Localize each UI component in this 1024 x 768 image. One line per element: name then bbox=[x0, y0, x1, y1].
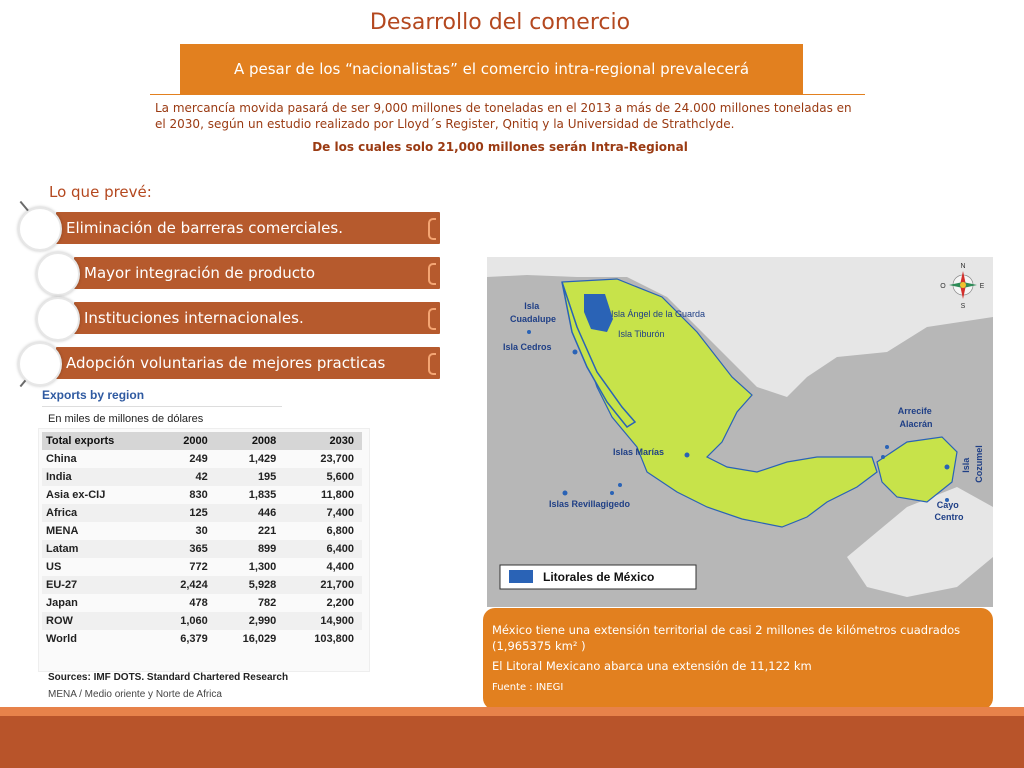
table-body bbox=[42, 450, 362, 648]
region-cell: MENA bbox=[46, 525, 79, 537]
value-cell: 6,379 bbox=[180, 633, 208, 645]
map-island-dot bbox=[685, 453, 690, 458]
value-cell: 4,400 bbox=[326, 561, 354, 573]
table-note: MENA / Medio oriente y Norte de Africa bbox=[48, 689, 222, 700]
compass-s: S bbox=[960, 303, 966, 310]
bullet-item bbox=[56, 212, 440, 244]
map-label-part: Cuadalupe bbox=[509, 314, 557, 324]
region-cell: US bbox=[46, 561, 62, 573]
map-island-dot bbox=[563, 491, 568, 496]
bullet-circle bbox=[36, 252, 80, 296]
bullet-label: Instituciones internacionales. bbox=[84, 309, 304, 327]
description-text: La mercancía movida pasará de ser 9,000 millones de toneladas en el 2013 a más de 24.000 millones toneladas en el 2030, según un estudio realizado por Lloyd´s Register, Qnitiq y la Universidad de Strathclyde. bbox=[155, 101, 852, 131]
map-label-isla-cedros: Isla Cedros bbox=[503, 342, 552, 352]
page-title: Desarrollo del comercio bbox=[369, 10, 631, 35]
bullet-item bbox=[74, 302, 440, 334]
value-cell: 42 bbox=[156, 468, 215, 486]
compass-n: N bbox=[960, 263, 966, 270]
region-cell: Africa bbox=[42, 504, 156, 522]
value-cell: 899 bbox=[216, 540, 285, 558]
compass-center bbox=[960, 282, 966, 288]
table-header-row bbox=[42, 432, 362, 450]
map-island-dot bbox=[573, 350, 578, 355]
legend-label: Litorales de México bbox=[543, 570, 655, 584]
map-island-dot bbox=[885, 445, 889, 449]
map-island-dot bbox=[527, 330, 531, 334]
column-header: 2008 bbox=[216, 432, 285, 450]
footer-band bbox=[0, 716, 1024, 768]
info-litoral: El Litoral Mexicano abarca una extensión de 11,122 km bbox=[492, 659, 812, 673]
table-row bbox=[42, 522, 362, 540]
map-island-dot bbox=[881, 455, 885, 459]
map-label-part: Isla bbox=[524, 301, 540, 311]
region-cell: Latam bbox=[42, 540, 156, 558]
map-label-islas-marias: Islas Marías bbox=[613, 447, 665, 457]
bullet-circle bbox=[36, 297, 80, 341]
value-cell: 6,400 bbox=[284, 540, 362, 558]
info-source: Fuente : INEGI bbox=[492, 682, 564, 693]
region-cell: World bbox=[46, 633, 77, 645]
lo-que-preve-heading: Lo que prevé: bbox=[49, 183, 152, 201]
column-header: 2030 bbox=[284, 432, 362, 450]
value-cell: 103,800 bbox=[314, 633, 354, 645]
value-cell: 446 bbox=[216, 504, 285, 522]
value-cell: 772 bbox=[189, 561, 208, 573]
table-row bbox=[42, 612, 362, 630]
footer-stripe bbox=[0, 707, 1024, 716]
subtitle-text: A pesar de los “nacionalistas” el comercio intra-regional prevalecerá bbox=[233, 60, 750, 78]
value-cell: 7,400 bbox=[284, 504, 362, 522]
column-header: Total exports bbox=[42, 432, 156, 450]
map-label-part: Cozumel bbox=[974, 445, 984, 483]
map-island-dot bbox=[945, 465, 950, 470]
exports-table bbox=[42, 432, 362, 648]
table-row bbox=[42, 486, 362, 504]
map-label-part: Alacrán bbox=[899, 419, 933, 429]
value-cell: 5,600 bbox=[284, 468, 362, 486]
region-cell: EU-27 bbox=[42, 576, 156, 594]
value-cell: 30 bbox=[195, 525, 208, 537]
table-row bbox=[42, 540, 362, 558]
value-cell: 249 bbox=[189, 453, 208, 465]
table-row bbox=[42, 504, 362, 522]
value-cell: 195 bbox=[216, 468, 285, 486]
value-cell: 478 bbox=[189, 597, 208, 609]
column-header: 2000 bbox=[156, 432, 215, 450]
info-extension: México tiene una extensión territorial de casi 2 millones de kilómetros cuadrados (1,965375 km² ) bbox=[492, 623, 961, 653]
value-cell: 221 bbox=[257, 525, 277, 537]
map-island-dot bbox=[618, 483, 622, 487]
legend-swatch bbox=[509, 570, 533, 583]
value-cell: 2,200 bbox=[326, 597, 354, 609]
bullet-label: Eliminación de barreras comerciales. bbox=[66, 219, 343, 237]
value-cell: 125 bbox=[156, 504, 215, 522]
bullet-item bbox=[56, 347, 440, 379]
value-cell: 830 bbox=[189, 489, 208, 501]
exports-title: Exports by region bbox=[42, 388, 145, 402]
map-label-part: Arrecife bbox=[897, 406, 932, 416]
map-island-dot bbox=[610, 491, 614, 495]
exports-subtitle: En miles de millones de dólares bbox=[48, 413, 204, 425]
value-cell: 23,700 bbox=[320, 453, 354, 465]
description-highlight: De los cuales solo 21,000 millones serán Intra-Regional bbox=[312, 140, 688, 154]
value-cell: 1,060 bbox=[156, 612, 215, 630]
map-label-part: Isla bbox=[961, 457, 971, 473]
value-cell: 16,029 bbox=[242, 633, 277, 645]
subtitle-underline bbox=[150, 94, 865, 95]
value-cell: 11,800 bbox=[320, 489, 354, 501]
bullet-label: Adopción voluntarias de mejores practicas bbox=[66, 354, 386, 372]
value-cell: 1,835 bbox=[248, 489, 277, 501]
value-cell: 2,990 bbox=[216, 612, 285, 630]
table-row bbox=[42, 558, 362, 576]
value-cell: 1,300 bbox=[248, 561, 277, 573]
divider bbox=[42, 406, 282, 407]
bullet-list bbox=[0, 200, 450, 390]
compass-e: E bbox=[979, 283, 985, 290]
value-cell: 2,424 bbox=[156, 576, 215, 594]
map-label-isla-tiburon: Isla Tiburón bbox=[618, 329, 665, 339]
value-cell: 6,800 bbox=[326, 525, 354, 537]
table-row bbox=[42, 594, 362, 612]
region-cell: India bbox=[42, 468, 156, 486]
map-label-part: Centro bbox=[934, 512, 964, 522]
subtitle-banner bbox=[180, 44, 803, 94]
mexico-coast-map bbox=[487, 257, 993, 607]
value-cell: 1,429 bbox=[248, 453, 277, 465]
bullet-circle bbox=[18, 207, 62, 251]
region-cell: Asia ex-CIJ bbox=[46, 489, 106, 501]
table-row bbox=[42, 576, 362, 594]
value-cell: 782 bbox=[257, 597, 277, 609]
table-source: Sources: IMF DOTS. Standard Chartered Research bbox=[48, 672, 289, 683]
table-row bbox=[42, 468, 362, 486]
map-label-isla-angel: Isla Ángel de la Guarda bbox=[611, 309, 706, 319]
value-cell: 365 bbox=[156, 540, 215, 558]
info-box bbox=[483, 608, 993, 710]
value-cell: 5,928 bbox=[216, 576, 285, 594]
map-legend bbox=[500, 565, 696, 589]
value-cell: 21,700 bbox=[284, 576, 362, 594]
region-cell: China bbox=[46, 453, 77, 465]
bullet-circle bbox=[18, 342, 62, 386]
table-row bbox=[42, 450, 362, 468]
bullet-item bbox=[74, 257, 440, 289]
bullet-label: Mayor integración de producto bbox=[84, 264, 316, 282]
table-row bbox=[42, 630, 362, 648]
map-label-islas-revillagigedo: Islas Revillagigedo bbox=[549, 499, 631, 509]
region-cell: Japan bbox=[46, 597, 78, 609]
compass-o: O bbox=[940, 283, 946, 290]
region-cell: ROW bbox=[42, 612, 156, 630]
value-cell: 14,900 bbox=[284, 612, 362, 630]
map-label-part: Cayo bbox=[936, 500, 959, 510]
